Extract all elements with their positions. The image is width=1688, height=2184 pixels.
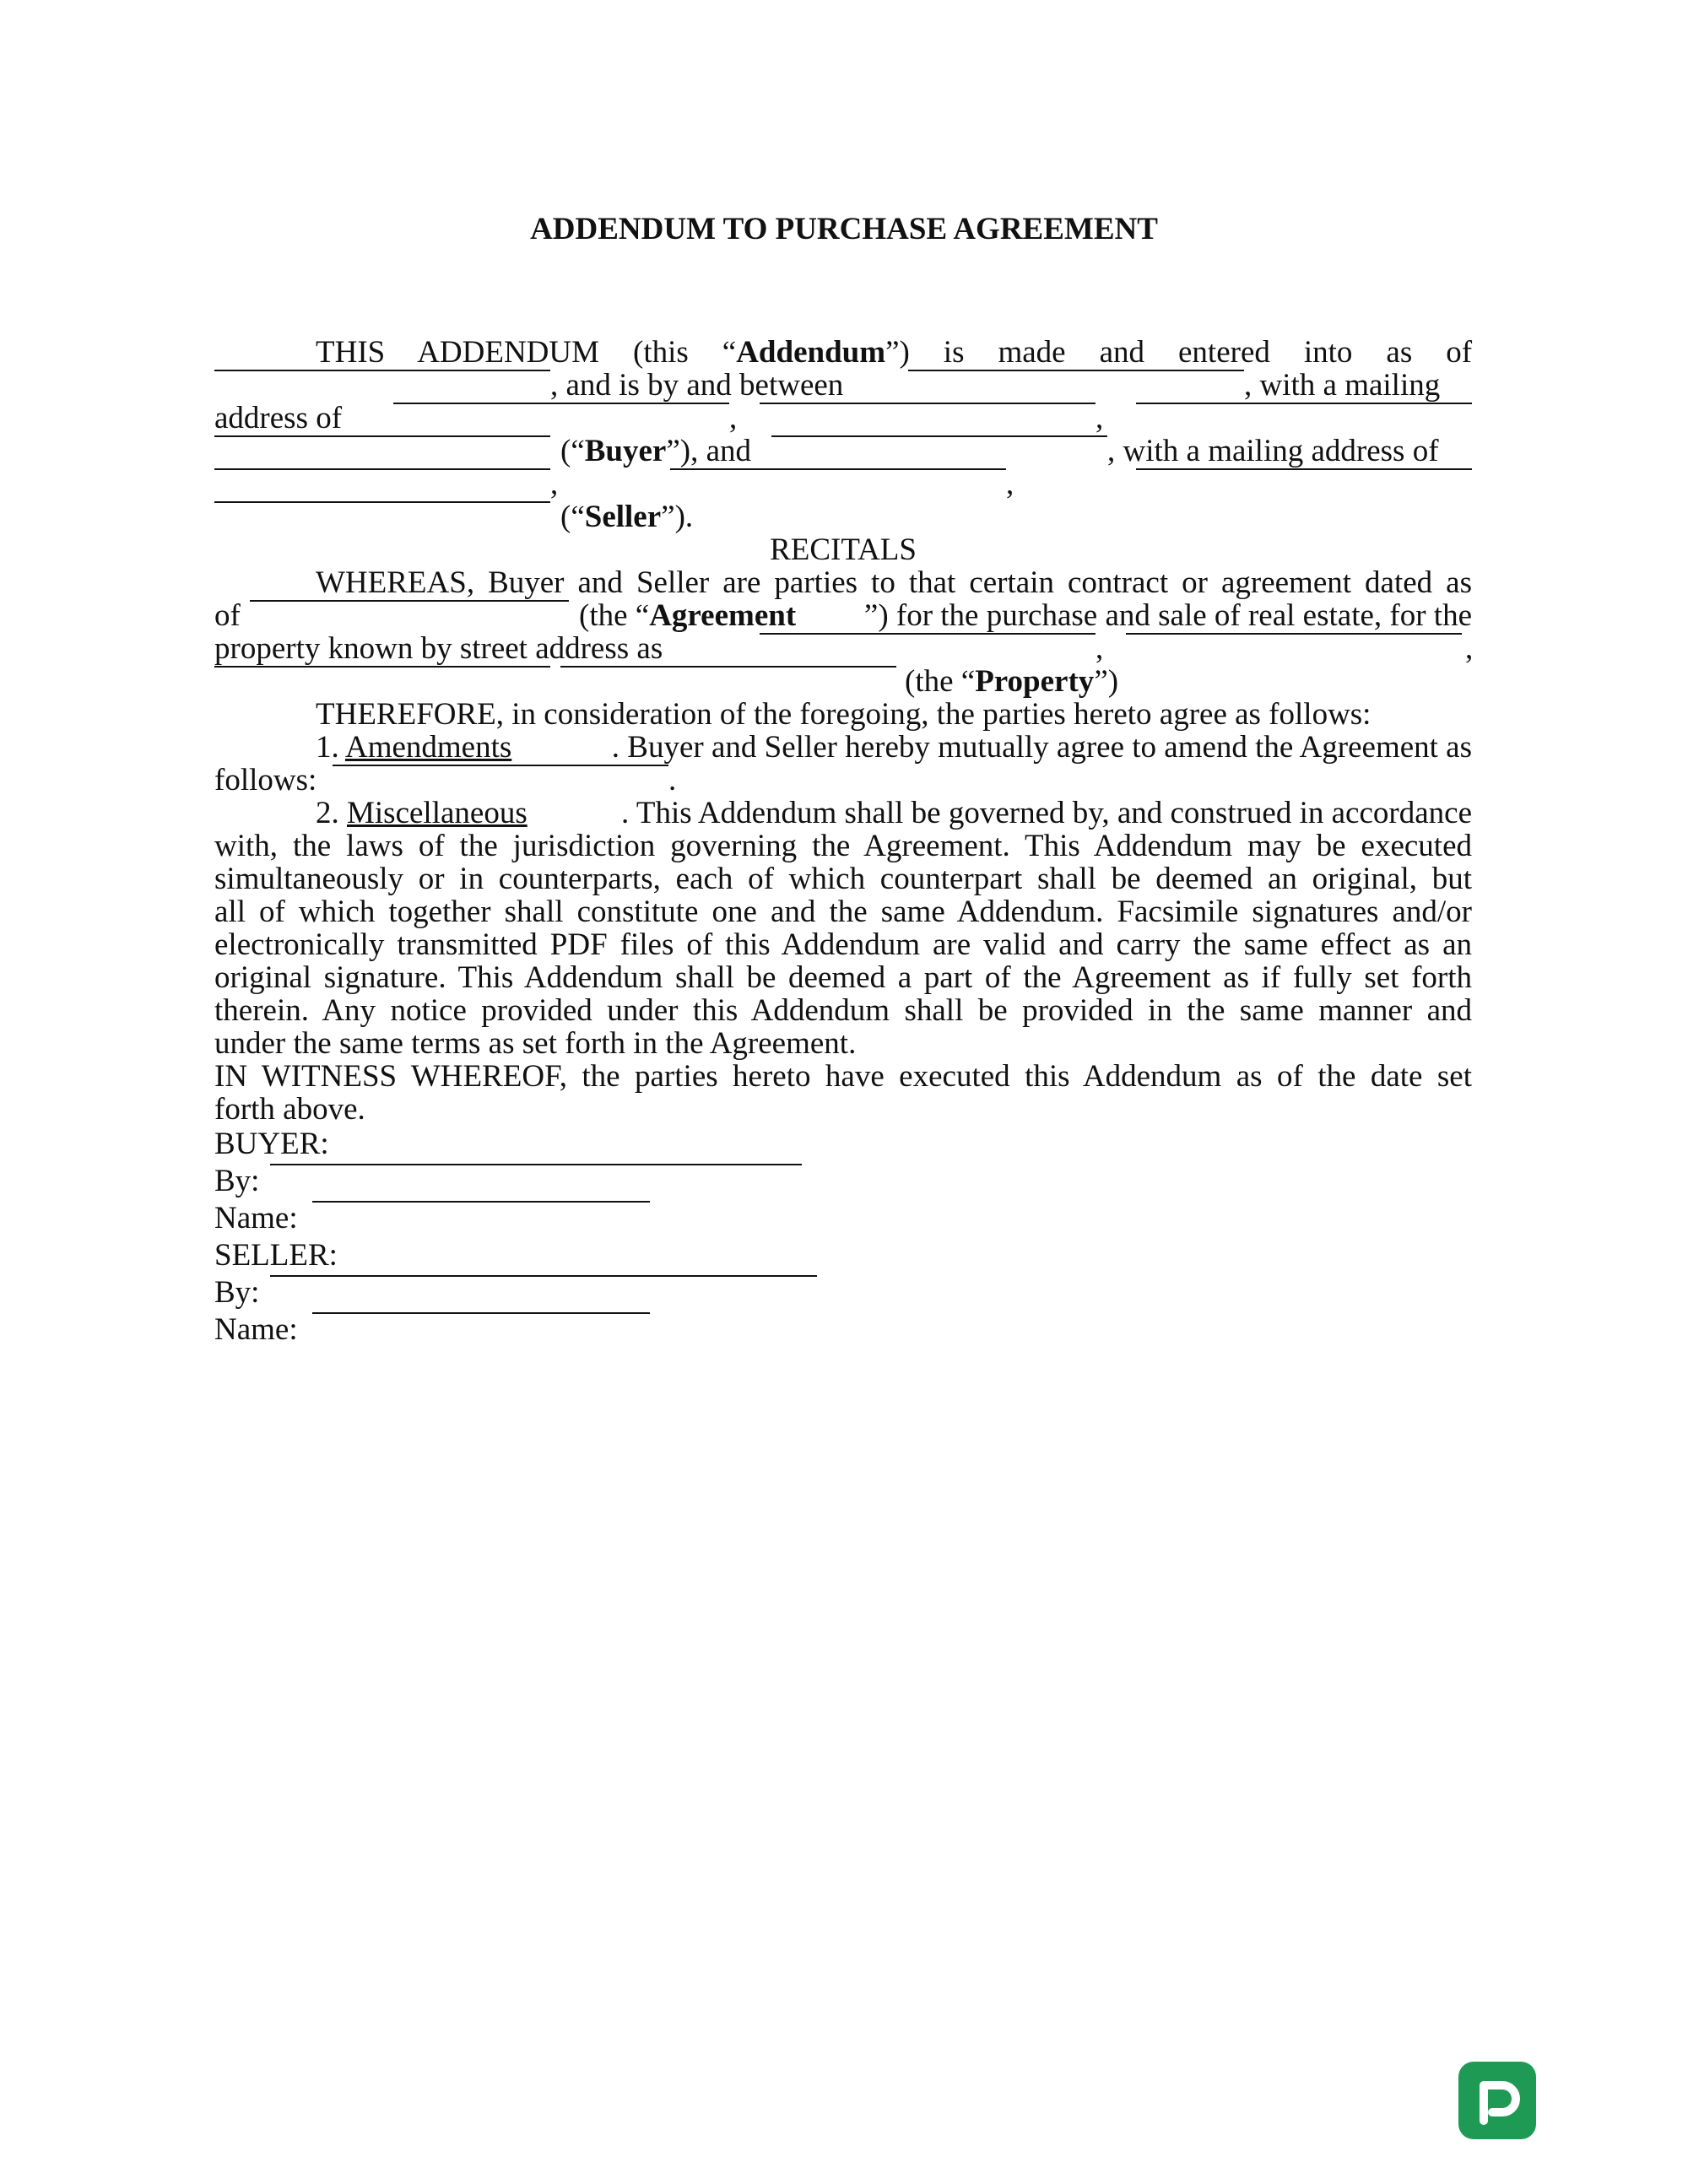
buyer-city-blank[interactable] [760,402,1096,404]
intro-text: , and is by and between [550,368,844,403]
intro-text: into [1303,335,1353,370]
comma: , [1096,631,1104,666]
recitals-text: ”) for the purchase and sale of real estate, for the [863,598,1472,633]
witness-line-2: forth above. [214,1092,365,1127]
addendum-defined-term: “Addendum”) [722,335,910,370]
by-label: By: [214,1275,260,1310]
buyer-signature-blank[interactable] [270,1163,802,1165]
seller-printed-name-blank[interactable] [312,1311,650,1314]
intro-text: of [1446,335,1473,370]
property-city-blank[interactable] [1126,632,1462,635]
intro-line-1 [214,336,1472,369]
document-body [214,336,1472,1349]
comma: , [1096,401,1104,435]
recitals-whereas-line-3 [214,632,1472,665]
intro-line-4 [214,435,1472,468]
intro-text: entered [1178,335,1270,370]
intro-line-6 [214,500,1472,533]
therefore-line: THEREFORE, in consideration of the foregoing, the parties hereto agree as follows: [316,697,1372,732]
section-2-line-5: electronically transmitted PDF files of this Addendum are valid and carry the same effect as an [214,927,1472,962]
buyer-zip-blank[interactable] [214,435,550,437]
intro-text: , with a mailing [1244,368,1441,403]
seller-city-blank[interactable] [670,468,1006,470]
recitals-whereas-line-2 [214,599,1472,632]
intro-line-5 [214,468,1472,500]
seller-state-blank[interactable] [1136,468,1472,470]
section-2-line-4: all of which together shall constitute one and the same Addendum. Facsimile signatures and/or [214,895,1472,929]
recitals-whereas-line-4 [214,665,1472,698]
comma: , [1006,467,1014,501]
buyer-name-line [214,1200,1472,1237]
section-2-line-6: original signature. This Addendum shall be deemed a part of the Agreement as if fully set forth [214,960,1472,995]
section-2-heading: 2. Miscellaneous [316,796,528,830]
name-label: Name: [214,1201,298,1235]
seller-signature-blank[interactable] [270,1274,817,1277]
intro-text: made [998,335,1066,370]
property-defined-term: (the “Property”) [905,664,1119,699]
buyer-state-blank[interactable] [1136,402,1472,404]
seller-by-line [214,1274,1472,1311]
section-2-line-2: with, the laws of the jurisdiction governing the Agreement. This Addendum may be executed [214,829,1472,863]
recitals-heading: RECITALS [770,532,917,567]
section-1-text: . Buyer and Seller hereby mutually agree to amend the Agreement as [611,730,1472,765]
seller-name-line [214,1311,1472,1349]
property-state-blank[interactable] [214,665,550,668]
section-2-text: . This Addendum shall be governed by, and construed in accordance [621,796,1472,830]
buyer-printed-name-blank[interactable] [312,1200,650,1203]
section-1-line-2 [214,764,1472,797]
comma: , [1465,631,1474,666]
recitals-text: of [214,598,241,633]
section-1-heading: 1. Amendments [316,730,512,765]
comma: , [729,401,738,435]
property-zip-blank[interactable] [560,665,896,668]
section-2-line-3: simultaneously or in counterparts, each of which counterpart shall be deemed an original, but [214,862,1472,896]
intro-text: address of [214,401,343,435]
by-label: By: [214,1164,260,1198]
intro-text: ADDENDUM [417,335,600,370]
seller-street-blank[interactable] [214,468,550,470]
intro-line-3 [214,402,1472,435]
buyer-label: BUYER: [214,1127,329,1161]
section-2-line-8: under the same terms as set forth in the Agreement. [214,1026,857,1061]
intro-line-2 [214,369,1472,402]
comma: , [550,467,559,501]
seller-defined-term: (“Seller”). [560,500,694,534]
buyer-name-blank[interactable] [908,369,1244,371]
name-label: Name: [214,1312,298,1347]
period: . [668,763,677,797]
seller-name-blank[interactable] [771,435,1107,437]
buyer-street-blank[interactable] [393,402,729,404]
intro-text: as [1386,335,1413,370]
recitals-text: property known by street address as [214,631,663,666]
agreement-defined-term: (the “Agreement [579,598,797,633]
intro-text: (this [633,335,689,370]
witness-line-1: IN WITNESS WHEREOF, the parties hereto have executed this Addendum as of the date set [214,1059,1472,1094]
seller-zip-blank[interactable] [214,500,550,503]
intro-text: , with a mailing address of [1107,434,1439,468]
amendments-blank[interactable] [333,764,668,766]
document-title: ADDENDUM TO PURCHASE AGREEMENT [530,212,1158,246]
recitals-whereas-line-1: WHEREAS, Buyer and Seller are parties to that certain contract or agreement dated as [316,565,1472,600]
seller-label: SELLER: [214,1238,338,1273]
intro-text: THIS [316,335,386,370]
section-2-line-7: therein. Any notice provided under this Addendum shall be provided in the same manner and [214,993,1472,1028]
buyer-defined-term: (“Buyer”), and [560,434,752,468]
section-2-line-1 [214,797,1472,830]
intro-text: and [1099,335,1145,370]
section-1-line-1 [214,731,1472,764]
agreement-date-blank[interactable] [250,599,569,602]
section-1-text: follows: [214,763,317,797]
date-blank[interactable] [214,369,550,371]
intro-text: is [943,335,965,370]
pdf-brand-logo-icon [1458,2062,1536,2139]
buyer-by-line [214,1163,1472,1200]
property-street-blank[interactable] [760,632,1096,635]
